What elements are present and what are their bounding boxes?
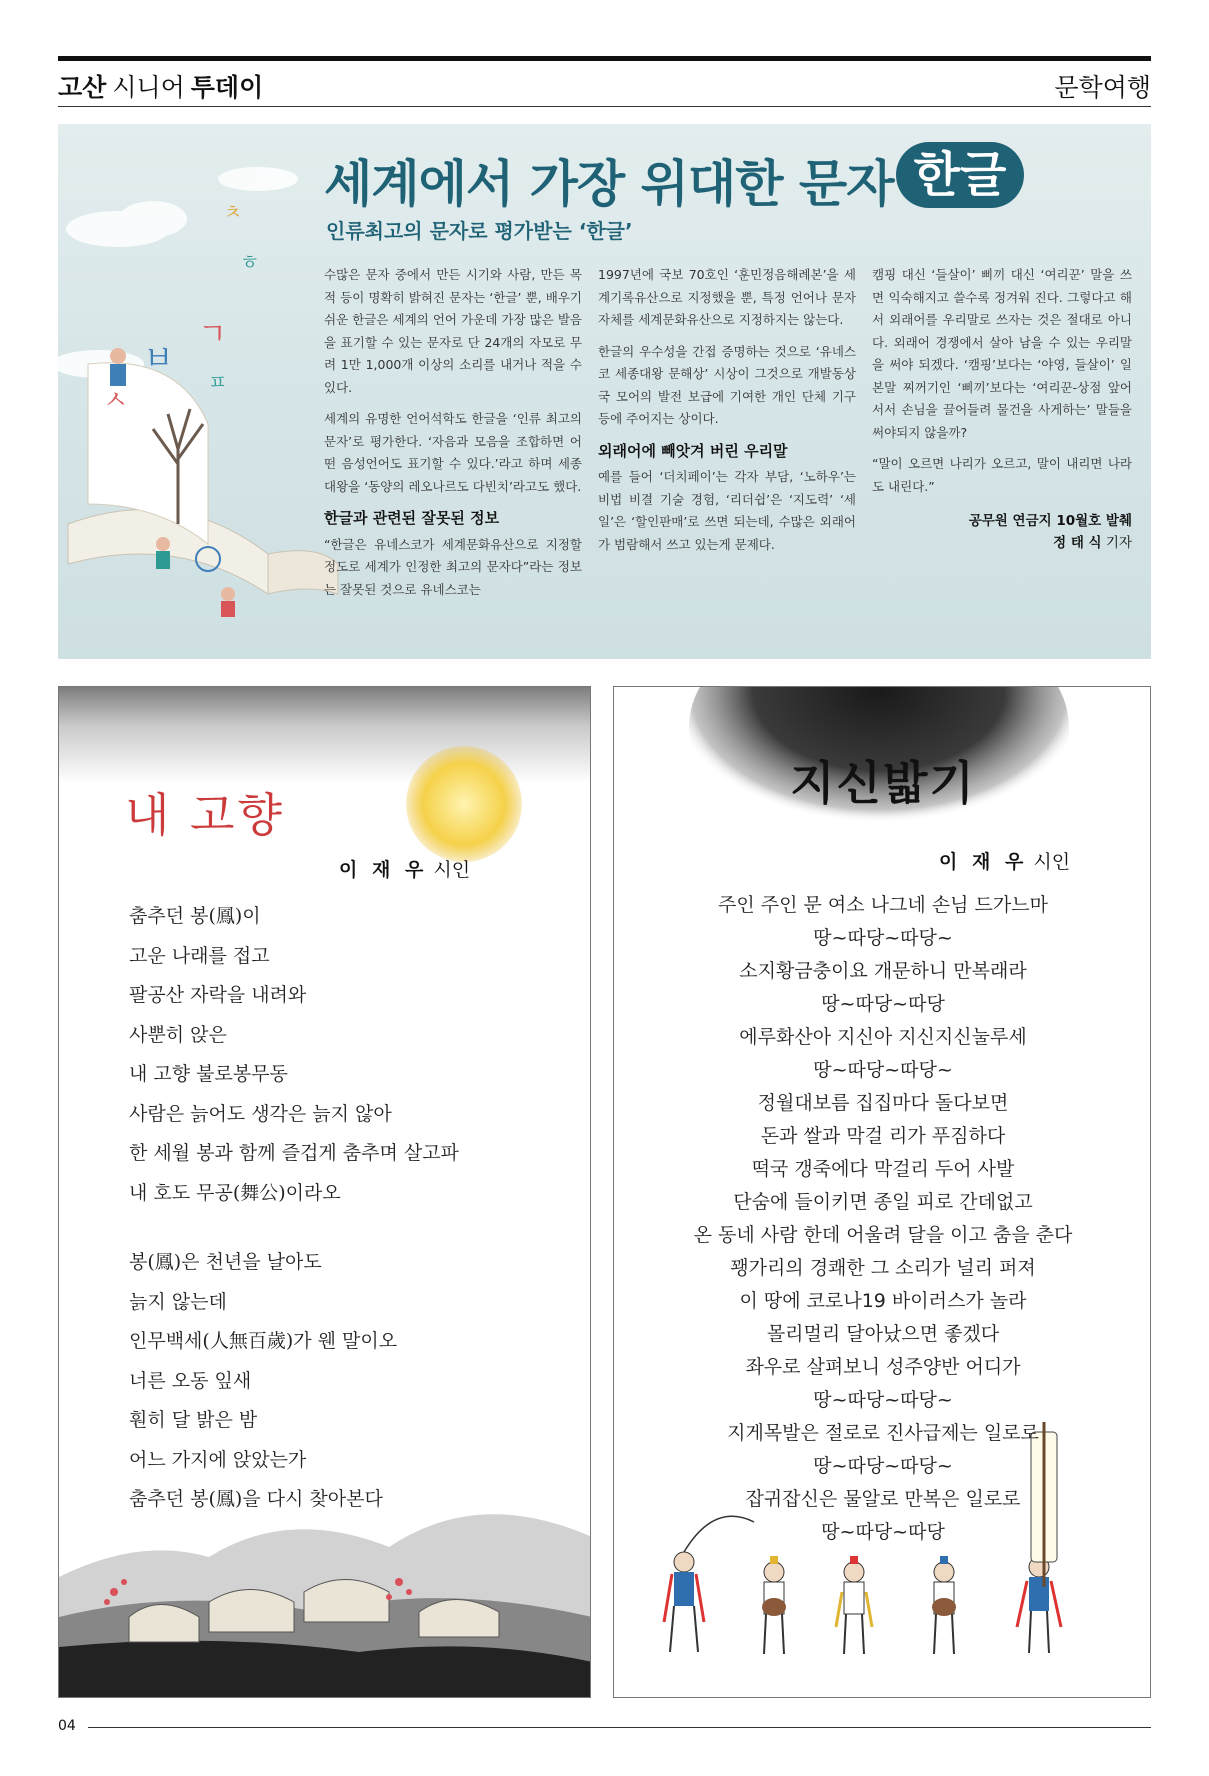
poem-line: 잡귀잡신은 물알로 만복은 일로로 (745, 1488, 1021, 1510)
poet-byline (939, 847, 1070, 874)
title-badge-hangul: 한글 (896, 142, 1024, 208)
column-heading: 외래어에 빼앗겨 버린 우리말 (598, 441, 788, 460)
footer-rule (88, 1727, 1151, 1728)
paragraph: 예를 들어 ‘더치페이’는 각자 부담, ‘노하우’는 비법 비결 기술 경험, ‘리더쉽’은 ‘지도력’ ‘세일’은 ‘할인판매’로 쓰면 되는데, 수많은 외래어가 범람해서 쓰고 있는게 문제다. (598, 469, 856, 552)
poem-line: 고운 나래를 접고 (129, 944, 270, 967)
poem-line: 이 땅에 코로나19 바이러스가 놀라 (739, 1290, 1027, 1312)
paragraph: “한글은 유네스코가 세계문화유산으로 지정할 정도로 세계가 인정한 최고의 문자다”라는 정보는 잘못된 것으로 유네스코는 (324, 536, 582, 597)
poem-line: 에루화산아 지신아 지신지신눌루세 (739, 1026, 1027, 1048)
poem-line: 땅~따당~따당 (821, 1521, 945, 1543)
paragraph: 세계의 유명한 언어석학도 한글을 ‘인류 최고의 문자’로 평가한다. ‘자음과 모음을 조합하면 어떤 음성언어도 표기할 수 있다.’라고 하며 세종대왕을 ‘동양의 레오나르도 다빈치’라고도 했다. (324, 411, 582, 494)
poem-panel-my-hometown (58, 686, 591, 1698)
poem-line: 한 세월 봉과 함께 즐겁게 춤추며 살고파 (129, 1142, 459, 1164)
poem-line: 지게목발은 절로로 진사급제는 일로로 (727, 1422, 1039, 1444)
poem-body (614, 889, 1151, 1549)
article-title: 세계에서 가장 위대한 문자 (324, 155, 894, 213)
paragraph: 1997년에 국보 70호인 ‘훈민정음해례본’을 세계기록유산으로 지정했을 뿐, 특정 언어나 문자 자체를 세계문화유산으로 지정하지는 않는다. (598, 267, 856, 327)
letter-chieut: ㅊ (223, 200, 243, 224)
credit-author: 정 태 식 (1053, 535, 1102, 551)
poem-line: 훤히 달 밝은 밤 (129, 1409, 258, 1431)
top-rule (58, 56, 1151, 61)
poem-line: 내 고향 불로봉무동 (129, 1063, 288, 1085)
poem-line: 늙지 않는데 (129, 1290, 227, 1313)
paragraph: 수많은 문자 중에서 만든 시기와 사람, 만든 목적 등이 명확히 밝혀진 문자는 ‘한글’ 뿐, 배우기 쉬운 한글은 세계의 언어 가운데 가장 많은 발음을 표기할 수 있는 문자로 단 24개의 자모로 무려 1만 1,000개 이상의 소리를 내거나 적을 수 있다. (324, 267, 582, 395)
magazine-brand (58, 68, 263, 104)
letter-siot: ㅅ (103, 386, 129, 416)
poem-line: 팔공산 자락을 내려와 (129, 984, 307, 1006)
poem-line: 땅~따당~따당~ (813, 927, 953, 949)
poem-line: 주인 주인 문 여소 나그네 손님 드가느마 (718, 894, 1048, 916)
letter-hieut: ㅎ (240, 250, 260, 274)
poet-role: 시인 (1033, 851, 1071, 873)
poem-line: 돈과 쌀과 막걸 리가 푸짐하다 (760, 1125, 1006, 1147)
section-label: 문학여행 (1054, 73, 1151, 102)
poem-line: 사람은 늙어도 생각은 늙지 않아 (129, 1102, 392, 1125)
book-illustration (58, 124, 348, 659)
poem-line: 땅~따당~따당~ (813, 1455, 953, 1477)
full-moon (406, 746, 522, 862)
poet-name: 이 재 우 (339, 859, 428, 881)
poem-line: 사뿐히 앉은 (129, 1023, 227, 1046)
brand-part-1: 고산 (58, 73, 107, 102)
poem-line: 어느 가지에 앉았는가 (129, 1448, 307, 1471)
poet-byline (339, 855, 470, 882)
paragraph: “말이 오르면 나리가 오르고, 말이 내리면 나라도 내린다.” (872, 456, 1132, 494)
article-column-1 (324, 264, 582, 610)
poem-line: 땅~따당~따당~ (813, 1389, 953, 1411)
letter-giyeok: ㄱ (198, 317, 227, 352)
credit-source: 공무원 연금지 10월호 발췌 (968, 513, 1132, 529)
poem-line: 온 동네 사람 한데 어울려 달을 이고 춤을 춘다 (693, 1224, 1073, 1246)
article-column-3 (872, 264, 1132, 554)
poem-line: 춤추던 봉(鳳)이 (129, 905, 261, 927)
poem-line: 떡국 갱죽에다 막걸리 두어 사발 (751, 1158, 1015, 1180)
article-subtitle: 인류최고의 문자로 평가받는 ‘한글’ (326, 219, 633, 243)
poem-line: 정월대보름 집집마다 돌다보면 (757, 1092, 1009, 1114)
poem-body (129, 897, 459, 1520)
column-heading: 한글과 관련된 잘못된 정보 (324, 509, 500, 527)
poem-title: 내 고향 (125, 788, 285, 842)
page-number: 04 (58, 1718, 76, 1734)
brand-part-2: 시니어 (112, 73, 185, 102)
poem-line: 봉(鳳)은 천년을 날아도 (129, 1251, 322, 1273)
letter-pieup: ㅍ (208, 370, 228, 394)
article-column-2 (598, 264, 856, 565)
poem-title: 지신밟기 (790, 756, 976, 810)
stanza-gap (129, 1213, 459, 1243)
paragraph: 한글의 우수성을 간접 증명하는 것으로 ‘유네스코 세종대왕 문해상’ 시상이 그것으로 개발동상국 모어의 발전 보급에 기여한 개인 단체 기구 등에 주어지는 상이다. (598, 343, 856, 426)
header-rule (58, 106, 1151, 107)
article-credit (872, 510, 1132, 554)
poem-line: 단숨에 들이키면 종일 피로 간데없고 (733, 1191, 1033, 1213)
poem-line: 땅~따당~따당~ (813, 1059, 953, 1081)
poem-line: 너른 오동 잎새 (129, 1369, 252, 1392)
letter-bieup: ㅂ (143, 339, 174, 377)
hangul-article (58, 124, 1151, 659)
poem-panel-jisinbapgi (613, 686, 1151, 1698)
poem-line: 꽹가리의 경쾌한 그 소리가 널리 퍼져 (730, 1257, 1036, 1279)
poem-line: 인무백세(人無百歲)가 웬 말이오 (129, 1330, 398, 1352)
page-footer (58, 1718, 1151, 1742)
credit-role: 기자 (1105, 535, 1132, 551)
poet-name: 이 재 우 (939, 851, 1028, 873)
poem-line: 땅~따당~따당 (821, 993, 945, 1015)
paragraph: 캠핑 대신 ‘들살이’ 삐끼 대신 ‘여리꾼’ 말을 쓰면 익숙해지고 쓸수록 정겨워 진다. 그렇다고 해서 외래어를 우리말로 쓰자는 것은 절대로 아니다. 외래어 경쟁에서 살아 남을 수 있는 우리말을 써야 되겠다. ‘캠핑’보다는 ‘야영, 들살이’ 일본말 찌꺼기인 ‘삐끼’보다는 ‘여리꾼-상점 앞어 서서 손님을 끌어들려 물건을 사게하는’ 말들을 써야되지 않을까? (872, 267, 1132, 440)
poet-role: 시인 (433, 859, 471, 881)
poem-line: 몰리멀리 달아났으면 좋겠다 (766, 1323, 1000, 1345)
brand-part-3: 투데이 (190, 73, 264, 102)
poem-line: 내 호도 무공(舞公)이라오 (129, 1181, 341, 1204)
poem-line: 춤추던 봉(鳳)을 다시 찾아본다 (129, 1488, 383, 1510)
poem-line: 소지황금충이요 개문하니 만복래라 (739, 960, 1027, 982)
poem-line: 좌우로 살펴보니 성주양반 어디가 (745, 1356, 1021, 1378)
page-header (58, 66, 1151, 104)
